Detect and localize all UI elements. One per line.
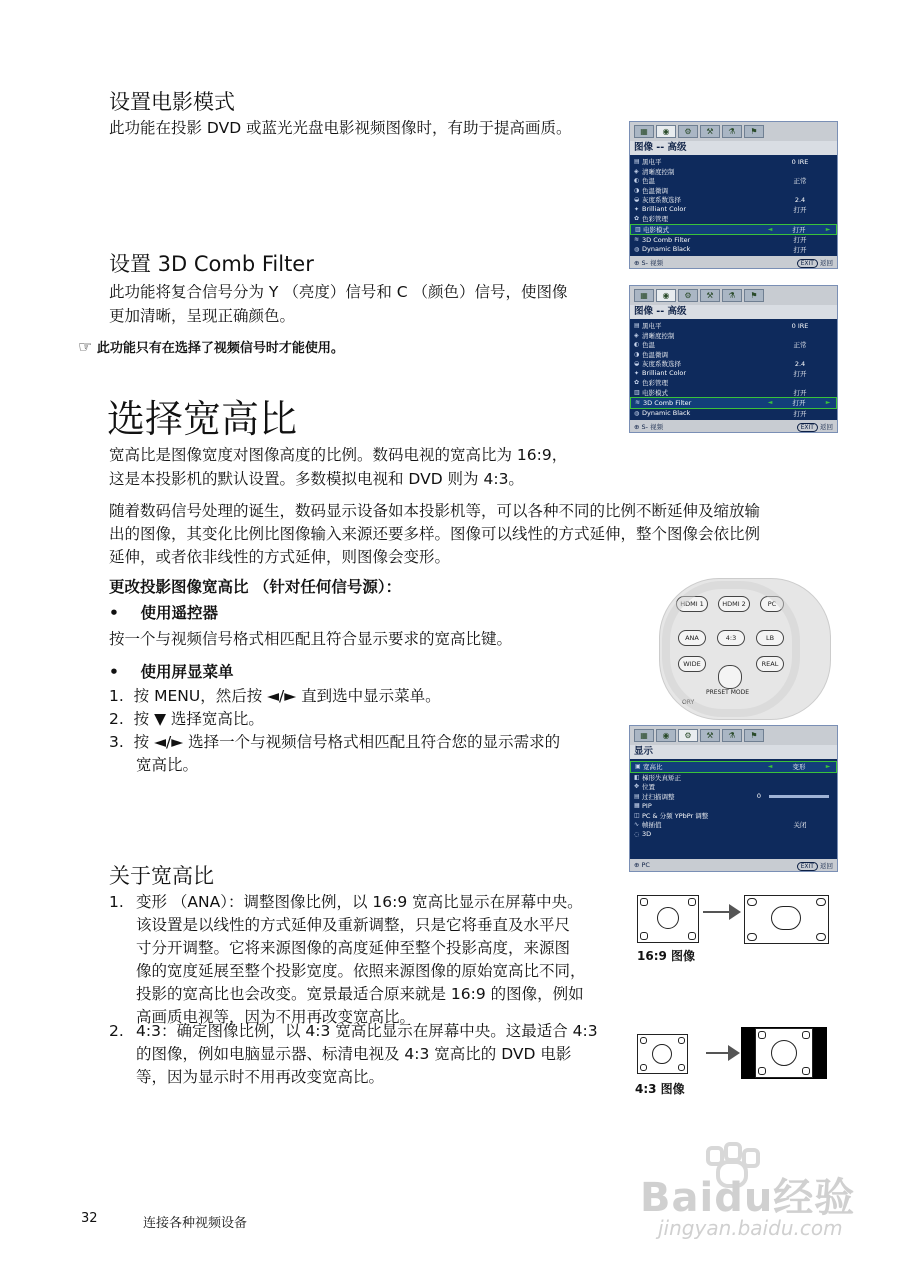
- osd-title: 图像 -- 高级: [630, 305, 837, 319]
- info-tab-icon: ⚑: [744, 729, 764, 742]
- color-temp-icon: ◐: [634, 341, 640, 349]
- advanced-tab-icon: ◉: [656, 729, 676, 742]
- aspect-p2-line2: 出的图像，其变化比例比图像输入来源还要多样。图像可以线性的方式延伸，整个图像会依比例: [109, 525, 761, 543]
- movie-mode-icon: ▥: [635, 225, 641, 233]
- gamma-icon: ◒: [634, 196, 640, 204]
- osd-tab-bar: [630, 726, 837, 745]
- osd-row-color-temp: ◐ 色温 正常: [634, 341, 807, 350]
- arrow-16-9-shaft: [703, 911, 731, 913]
- bullet-remote: • 使用遥控器: [109, 604, 219, 622]
- overscan-icon: ▤: [634, 792, 640, 800]
- overscan-slider: [769, 795, 829, 798]
- osd-row-frame-interpolation: ∿ 帧插值 关闭: [634, 821, 807, 830]
- osd-row-gamma: ◒ 灰度系数选择 2.4: [634, 195, 806, 205]
- dynamic-black-icon: ◍: [634, 409, 640, 417]
- osd-row-movie-mode: ▥ 电影模式 打开: [634, 388, 807, 397]
- section-heading-about-aspect: 关于宽高比: [109, 864, 214, 888]
- osd-tab-bar: [630, 286, 837, 305]
- item2-number: 2.: [109, 1022, 124, 1040]
- pc-ypbpr-icon: ◫: [634, 811, 640, 819]
- item2-line2: 的图像，例如电脑显示器、标清电视及 4:3 宽高比的 DVD 电影: [136, 1045, 572, 1063]
- left-arrow-icon: ◄: [767, 225, 773, 233]
- left-arrow-icon: ◄: [767, 763, 773, 771]
- info-tab-icon: ⚑: [744, 289, 764, 302]
- item2-line3: 等，因为显示时不用再改变宽高比。: [136, 1068, 385, 1086]
- caption-4-3: 4:3 图像: [635, 1082, 685, 1096]
- pip-icon: ▦: [634, 802, 640, 810]
- remote-ana-button: ANA: [678, 630, 706, 646]
- system-tab-icon: ⚗: [722, 289, 742, 302]
- osd-row-dynamic-black: ◍ Dynamic Black 打开: [634, 409, 807, 418]
- osd-row-sharpness: ◈ 清晰度控制: [634, 167, 675, 176]
- picture-tab-icon: ▦: [634, 729, 654, 742]
- source-image-frame-16-9: [637, 895, 699, 943]
- dynamic-black-icon: ◍: [634, 245, 640, 253]
- item1-line1: 变形 （ANA）：调整图像比例，以 16:9 宽高比显示在屏幕中央。: [136, 893, 583, 911]
- osd-title: 图像 -- 高级: [630, 141, 837, 155]
- sharpness-icon: ◈: [634, 167, 639, 175]
- right-arrow-icon: ►: [825, 763, 831, 771]
- black-level-icon: ▤: [634, 322, 640, 330]
- color-temp-tune-icon: ◑: [634, 350, 640, 358]
- comb-filter-icon: ≋: [635, 399, 641, 407]
- aspect-ratio-icon: ▣: [635, 763, 641, 771]
- osd-title: 显示: [630, 745, 837, 759]
- section-heading-movie-mode: 设置电影模式: [109, 90, 235, 114]
- arrow-4-3-shaft: [706, 1052, 730, 1054]
- note-line: ☞ 此功能只有在选择了视频信号时才能使用。: [78, 337, 344, 356]
- comb-filter-icon: ≋: [634, 236, 640, 244]
- osd-row-color-temp: ◐ 色温 正常: [634, 177, 807, 186]
- remote-4-3-button: 4:3: [717, 630, 745, 646]
- bullet-osd: • 使用屏显菜单: [109, 663, 234, 681]
- brilliant-color-icon: ✦: [634, 369, 640, 377]
- osd-row-gamma: ◒ 灰度系数选择 2.4: [634, 359, 806, 369]
- osd-row-keystone: ◧ 梯形失真矫正: [634, 773, 681, 782]
- osd-row-brilliant-color: ✦ Brilliant Color 打开: [634, 205, 807, 214]
- osd-footer: ⊕ PC EXIT 返回: [630, 859, 837, 871]
- keystone-icon: ◧: [634, 773, 640, 781]
- osd-row-3d-comb-filter-selected: ≋ 3D Comb Filter ◄ 打开 ►: [630, 397, 837, 409]
- osd-row-overscan: ▤ 过扫描调整 0: [630, 792, 837, 802]
- osd-tab-bar: [630, 122, 837, 141]
- item2-line1: 4:3：确定图像比例，以 4:3 宽高比显示在屏幕中央。这最适合 4:3: [136, 1022, 598, 1040]
- item1-line6: 高画质电视等，因为不用再改变宽高比。: [136, 1008, 416, 1026]
- item1-line2: 该设置是以线性的方式延伸及重新调整，只是它将垂直及水平尺: [136, 916, 571, 934]
- page-number: 32: [81, 1211, 98, 1226]
- pointing-hand-icon: ☞: [78, 337, 93, 356]
- aspect-p2-line3: 延伸，或者依非线性的方式延伸，则图像会变形。: [109, 548, 451, 566]
- step-1: 1. 按 MENU，然后按 ◄/► 直到选中显示菜单。: [109, 687, 441, 705]
- aspect-p1-line1: 宽高比是图像宽度对图像高度的比例。数码电视的宽高比为 16:9，: [109, 446, 568, 464]
- remote-lb-button: LB: [756, 630, 784, 646]
- right-arrow-icon: ►: [825, 225, 831, 233]
- section-heading-3d-comb: 设置 3D Comb Filter: [109, 252, 314, 276]
- system-tab-icon: ⚗: [722, 125, 742, 138]
- osd-row-pc-ypbpr: ◫ PC & 分频 YPbPr 调整: [634, 811, 709, 820]
- 3d-icon: ◌: [634, 830, 640, 838]
- item1-line4: 像的宽度延展至整个投影宽度。依照来源图像的原始宽高比不同，: [136, 962, 586, 980]
- osd-menu-advanced-movie: [629, 121, 838, 269]
- osd-row-dynamic-black: ◍ Dynamic Black 打开: [634, 245, 807, 254]
- color-temp-icon: ◐: [634, 177, 640, 185]
- item1-line3: 寸分开调整。它将来源图像的高度延伸至整个投影高度，来源图: [136, 939, 571, 957]
- step-2: 2. 按 ▼ 选择宽高比。: [109, 710, 264, 728]
- osd-footer: ⊕ S- 视频 EXIT 返回: [630, 420, 837, 432]
- remote-hdmi1-button: HDMI 1: [676, 596, 708, 612]
- setup-tab-icon: ⚒: [700, 289, 720, 302]
- display-tab-icon: ⚙: [678, 125, 698, 138]
- section-heading-aspect-ratio: 选择宽高比: [107, 397, 298, 441]
- color-management-icon: ✿: [634, 215, 640, 223]
- display-tab-icon: ⚙: [678, 289, 698, 302]
- advanced-tab-icon: ◉: [656, 289, 676, 302]
- picture-tab-icon: ▦: [634, 125, 654, 138]
- osd-row-black-level: ▤ 黑电平 0 IRE: [634, 157, 809, 167]
- remote-hdmi2-button: HDMI 2: [718, 596, 750, 612]
- item1-number: 1.: [109, 893, 124, 911]
- caption-16-9: 16:9 图像: [637, 949, 696, 963]
- osd-footer: ⊕ S- 视频 EXIT 返回: [630, 256, 837, 268]
- osd-menu-display: [629, 725, 838, 872]
- comb-filter-desc-line1: 此功能将复合信号分为 Y （亮度）信号和 C （颜色）信号，使图像: [109, 283, 568, 301]
- osd-row-3d: ◌ 3D: [634, 830, 652, 839]
- gamma-icon: ◒: [634, 360, 640, 368]
- item1-line5: 投影的宽高比也会改变。宽景最适合原来就是 16:9 的图像，例如: [136, 985, 584, 1003]
- osd-row-aspect-ratio-selected: ▣ 宽高比 ◄ 变形 ►: [630, 761, 837, 773]
- system-tab-icon: ⚗: [722, 729, 742, 742]
- projected-image-frame-16-9: [744, 895, 829, 944]
- picture-tab-icon: ▦: [634, 289, 654, 302]
- step-3-cont: 宽高比。: [136, 756, 199, 774]
- osd-row-pip: ▦ PIP: [634, 801, 652, 810]
- aspect-p2-line1: 随着数码信号处理的诞生，数码显示设备如本投影机等，可以各种不同的比例不断延伸及缩放输: [109, 502, 761, 520]
- sharpness-icon: ◈: [634, 331, 639, 339]
- osd-row-black-level: ▤ 黑电平 0 IRE: [634, 321, 809, 331]
- display-tab-icon: ⚙: [678, 729, 698, 742]
- position-icon: ✥: [634, 783, 640, 791]
- osd-row-3d-comb-filter: ≋ 3D Comb Filter 打开: [634, 235, 807, 245]
- color-management-icon: ✿: [634, 379, 640, 387]
- change-aspect-heading: 更改投影图像宽高比 （针对任何信号源）：: [109, 578, 402, 596]
- projected-image-frame-4-3: [741, 1027, 827, 1079]
- arrow-right-icon: [728, 1045, 740, 1061]
- setup-tab-icon: ⚒: [700, 125, 720, 138]
- right-arrow-icon: ►: [825, 399, 831, 407]
- source-image-frame-4-3: [637, 1034, 688, 1074]
- remote-zoom-ring: [662, 581, 800, 717]
- info-tab-icon: ⚑: [744, 125, 764, 138]
- aspect-p1-line2: 这是本投影机的默认设置。多数模拟电视和 DVD 则为 4:3。: [109, 470, 524, 488]
- arrow-right-icon: [729, 904, 741, 920]
- source-icon: ⊕: [634, 422, 642, 431]
- step-3: 3. 按 ◄/► 选择一个与视频信号格式相匹配且符合您的显示需求的: [109, 733, 561, 751]
- remote-pc-button: PC: [760, 596, 784, 612]
- osd-row-color-management: ✿ 色彩管理: [634, 215, 668, 224]
- remote-ory-label: ORY: [682, 699, 695, 706]
- osd-row-brilliant-color: ✦ Brilliant Color 打开: [634, 369, 807, 378]
- movie-mode-description: 此功能在投影 DVD 或蓝光光盘电影视频图像时，有助于提高画质。: [109, 119, 572, 137]
- watermark-brand: Baidu经验: [640, 1175, 856, 1221]
- frame-interpolation-icon: ∿: [634, 821, 640, 829]
- movie-mode-icon: ▥: [634, 388, 640, 396]
- osd-row-color-temp-tune: ◑ 色温微调: [634, 186, 668, 195]
- osd-menu-advanced-comb: [629, 285, 838, 433]
- brilliant-color-icon: ✦: [634, 205, 640, 213]
- comb-filter-desc-line2: 更加清晰，呈现正确颜色。: [109, 307, 296, 325]
- osd-row-position: ✥ 位置: [634, 783, 655, 792]
- black-level-icon: ▤: [634, 158, 640, 166]
- remote-wide-button: WIDE: [678, 656, 706, 672]
- source-icon: ⊕: [634, 258, 642, 267]
- remote-preset-label: PRESET MODE: [706, 689, 750, 696]
- osd-row-color-management: ✿ 色彩管理: [634, 379, 668, 388]
- osd-row-color-temp-tune: ◑ 色温微调: [634, 350, 668, 359]
- left-arrow-icon: ◄: [767, 399, 773, 407]
- footer-title: 连接各种视频设备: [143, 1216, 248, 1231]
- advanced-tab-icon: ◉: [656, 125, 676, 138]
- osd-row-movie-mode-selected: ▥ 电影模式 ◄ 打开 ►: [630, 224, 837, 236]
- source-icon: ⊕: [634, 861, 642, 869]
- osd-row-sharpness: ◈ 清晰度控制: [634, 331, 675, 340]
- watermark-url: jingyan.baidu.com: [658, 1216, 843, 1240]
- remote-real-button: REAL: [756, 656, 784, 672]
- remote-control-image: [659, 578, 831, 720]
- color-temp-tune-icon: ◑: [634, 186, 640, 194]
- setup-tab-icon: ⚒: [700, 729, 720, 742]
- remote-instruction: 按一个与视频信号格式相匹配且符合显示要求的宽高比键。: [109, 630, 513, 648]
